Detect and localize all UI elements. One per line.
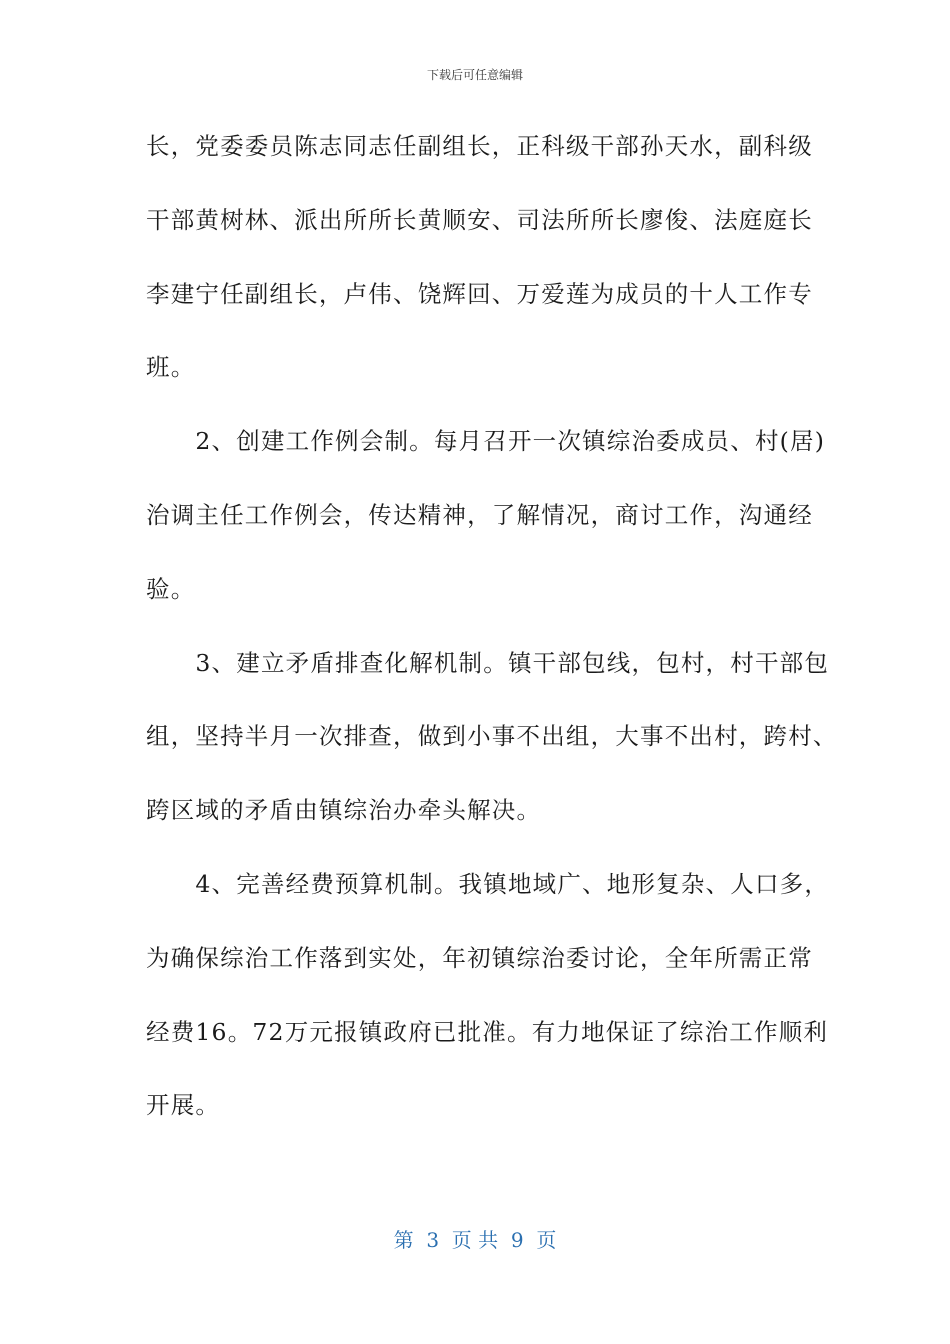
body-line: 干部黄树林、派出所所长黄顺安、司法所所长廖俊、法庭庭长 xyxy=(146,205,813,234)
body-line: 长，党委委员陈志同志任副组长，正科级干部孙天水，副科级 xyxy=(146,132,813,160)
body-line: 经费16。72万元报镇政府已批准。有力地保证了综治工作顺利 xyxy=(146,1017,829,1046)
body-line: 治调主任工作例会，传达精神，了解情况，商讨工作，沟通经 xyxy=(146,500,813,529)
body-line: 2、创建工作例会制。每月召开一次镇综治委成员、村(居) xyxy=(146,427,826,456)
body-line: 李建宁任副组长，卢伟、饶辉回、万爱莲为成员的十人工作专 xyxy=(146,279,813,308)
page-number-footer: 第 3 页 共 9 页 xyxy=(393,1228,557,1252)
body-line: 3、建立矛盾排查化解机制。镇干部包线，包村，村干部包 xyxy=(146,648,830,677)
document-body xyxy=(146,114,838,1147)
body-line: 班。 xyxy=(146,353,196,382)
body-line: 验。 xyxy=(146,574,196,603)
body-line: 跨区域的矛盾由镇综治办牵头解决。 xyxy=(146,796,542,825)
body-line: 组，坚持半月一次排查，做到小事不出组，大事不出村，跨村、 xyxy=(146,722,838,751)
body-line: 为确保综治工作落到实处，年初镇综治委讨论，全年所需正常 xyxy=(146,943,813,972)
body-line: 4、完善经费预算机制。我镇地域广、地形复杂、人口多， xyxy=(146,869,830,898)
body-line: 开展。 xyxy=(146,1091,221,1120)
page-header: 下载后可任意编辑 xyxy=(426,68,523,82)
